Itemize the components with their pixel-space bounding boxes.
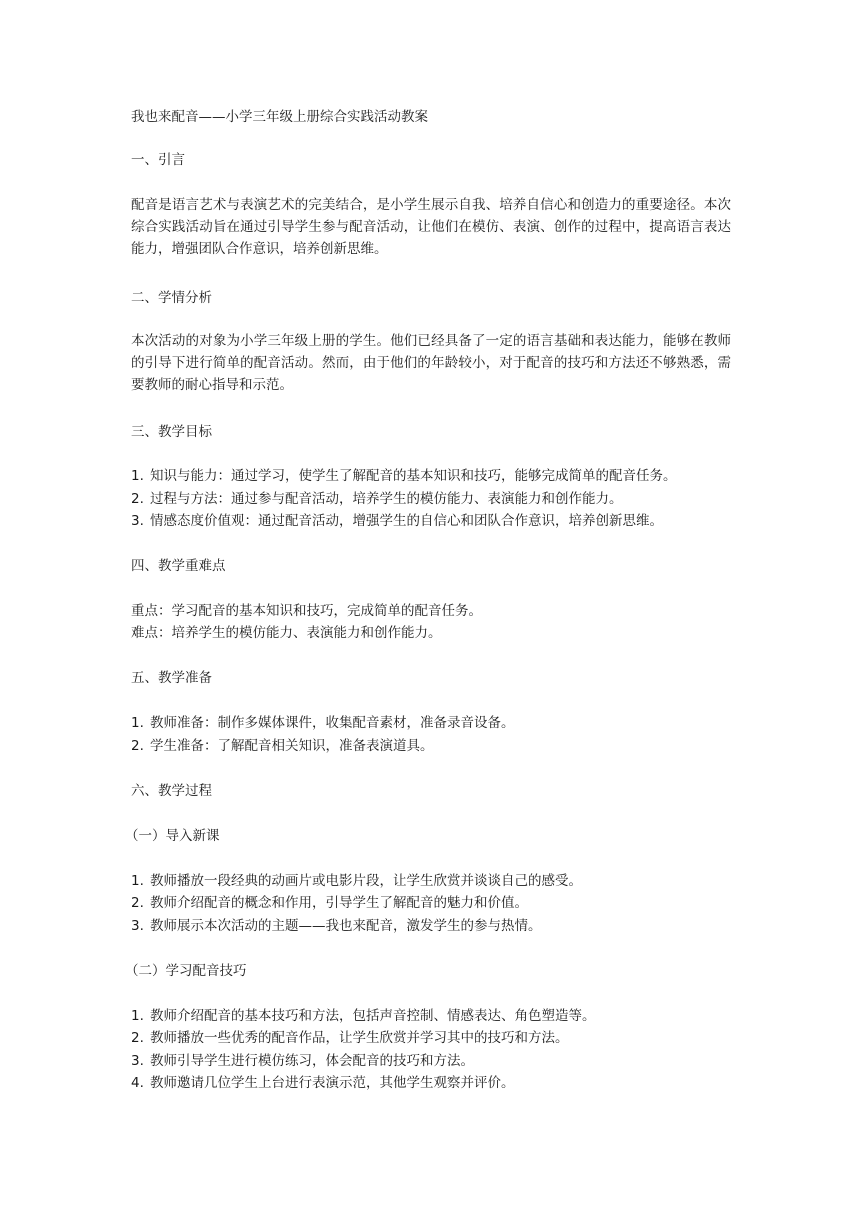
list-number: 2. xyxy=(131,1030,144,1046)
list-item xyxy=(131,510,663,532)
list-text: 教师展示本次活动的主题——我也来配音，激发学生的参与热情。 xyxy=(150,918,542,934)
list-number: 1. xyxy=(131,873,144,889)
list-text: 情感态度价值观：通过配音活动，增强学生的自信心和团队合作意识，培养创新思维。 xyxy=(150,513,663,529)
list-number: 1. xyxy=(131,715,144,731)
paragraph-intro: 配音是语言艺术与表演艺术的完美结合，是小学生展示自我、培养自信心和创造力的重要途径。本次综合实践活动旨在通过引导学生参与配音活动，让他们在模仿、表演、创作的过程中，提高语言表达能力，增强团队合作意识，培养创新思维。 xyxy=(131,197,731,257)
subheading-techniques: （二）学习配音技巧 xyxy=(125,963,247,979)
list-item xyxy=(131,735,434,757)
list-number: 2. xyxy=(131,738,144,754)
list-item xyxy=(131,1005,596,1027)
list-text: 教师准备：制作多媒体课件，收集配音素材，准备录音设备。 xyxy=(150,715,515,731)
heading-analysis: 二、学情分析 xyxy=(131,290,212,306)
list-number: 2. xyxy=(131,895,144,911)
list-number: 3. xyxy=(131,918,144,934)
list-number: 4. xyxy=(131,1075,144,1091)
list-text: 教师播放一段经典的动画片或电影片段，让学生欣赏并谈谈自己的感受。 xyxy=(150,873,582,889)
list-number: 3. xyxy=(131,513,144,529)
heading-keypoints: 四、教学重难点 xyxy=(131,558,226,574)
list-number: 2. xyxy=(131,491,144,507)
list-text: 教师介绍配音的概念和作用，引导学生了解配音的魅力和价值。 xyxy=(150,895,528,911)
list-text: 教师播放一些优秀的配音作品，让学生欣赏并学习其中的技巧和方法。 xyxy=(150,1030,569,1046)
heading-prep: 五、教学准备 xyxy=(131,670,212,686)
list-item xyxy=(131,465,677,487)
list-item xyxy=(131,1027,569,1049)
list-text: 教师介绍配音的基本技巧和方法，包括声音控制、情感表达、角色塑造等。 xyxy=(150,1008,596,1024)
difficult-point: 难点：培养学生的模仿能力、表演能力和创作能力。 xyxy=(131,625,442,641)
list-number: 1. xyxy=(131,468,144,484)
list-item xyxy=(131,1072,515,1094)
list-text: 教师引导学生进行模仿练习，体会配音的技巧和方法。 xyxy=(150,1053,474,1069)
heading-goals: 三、教学目标 xyxy=(131,424,212,440)
list-item xyxy=(131,870,582,892)
heading-intro: 一、引言 xyxy=(131,152,185,168)
list-number: 1. xyxy=(131,1008,144,1024)
list-text: 知识与能力：通过学习，使学生了解配音的基本知识和技巧，能够完成简单的配音任务。 xyxy=(150,468,677,484)
list-item xyxy=(131,488,623,510)
list-text: 学生准备：了解配音相关知识，准备表演道具。 xyxy=(150,738,434,754)
list-number: 3. xyxy=(131,1053,144,1069)
list-item xyxy=(131,712,515,734)
key-point: 重点：学习配音的基本知识和技巧，完成简单的配音任务。 xyxy=(131,603,482,619)
subheading-intro-lesson: （一）导入新课 xyxy=(125,828,220,844)
list-text: 过程与方法：通过参与配音活动，培养学生的模仿能力、表演能力和创作能力。 xyxy=(150,491,623,507)
document-title: 我也来配音——小学三年级上册综合实践活动教案 xyxy=(131,109,428,125)
list-text: 教师邀请几位学生上台进行表演示范，其他学生观察并评价。 xyxy=(150,1075,515,1091)
heading-process: 六、教学过程 xyxy=(131,783,212,799)
list-item xyxy=(131,892,528,914)
list-item xyxy=(131,915,542,937)
list-item xyxy=(131,1050,474,1072)
paragraph-analysis: 本次活动的对象为小学三年级上册的学生。他们已经具备了一定的语言基础和表达能力，能够在教师的引导下进行简单的配音活动。然而，由于他们的年龄较小，对于配音的技巧和方法还不够熟悉，需要教师的耐心指导和示范。 xyxy=(131,333,731,393)
